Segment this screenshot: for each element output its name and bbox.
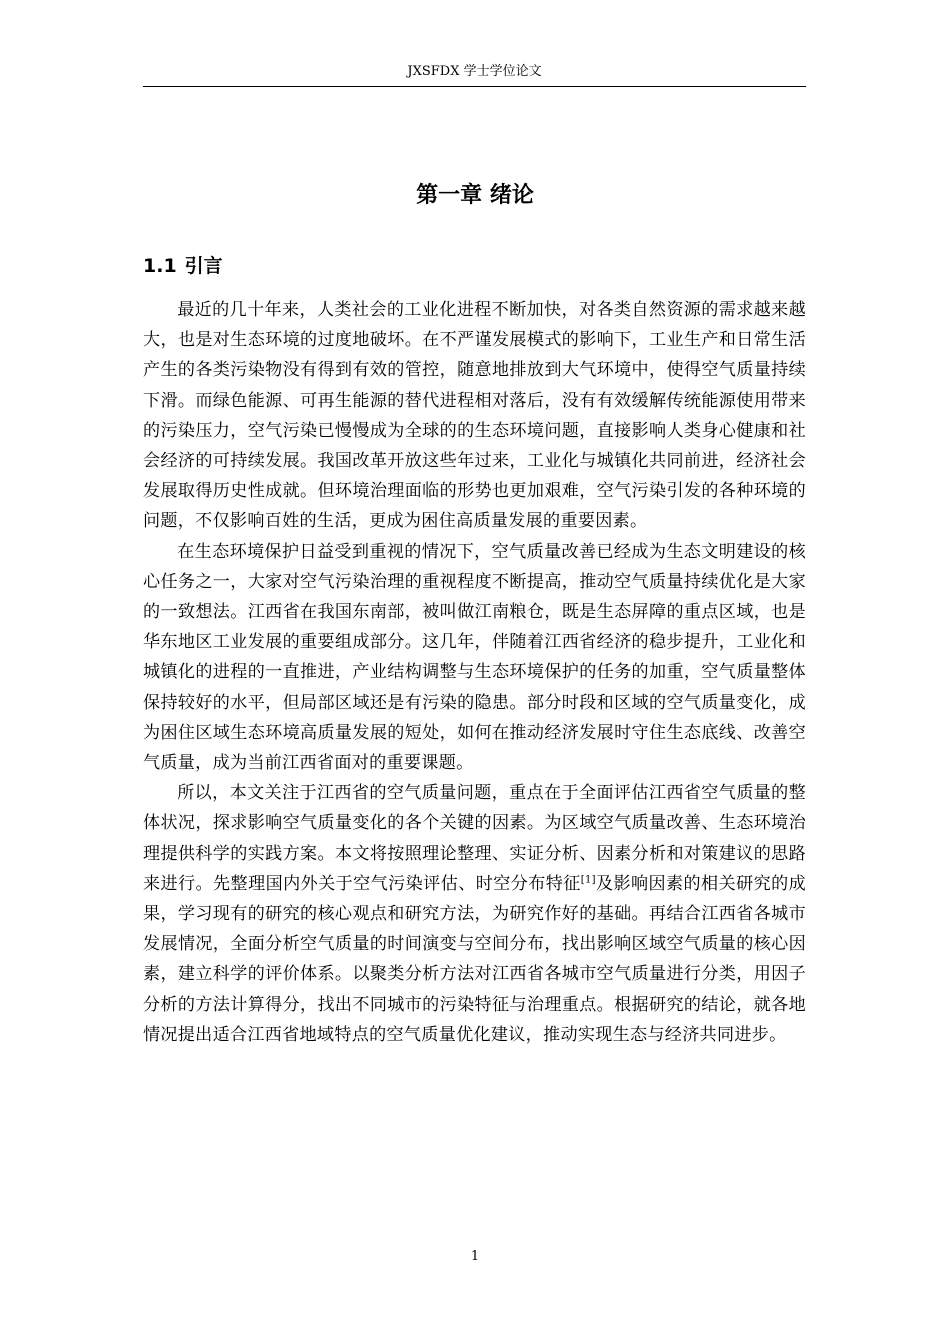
citation-1[interactable]: [1]	[580, 874, 596, 886]
paragraph-3	[143, 778, 806, 1050]
paragraph-2: 在生态环境保护日益受到重视的情况下，空气质量改善已经成为生态文明建设的核心任务之一，大家对空气污染治理的重视程度不断提高，推动空气质量持续优化是大家的一致想法。江西省在我国东南部，被叫做江南粮仓，既是生态屏障的重点区域，也是华东地区工业发展的重要组成部分。这几年，伴随着江西省经济的稳步提升，工业化和城镇化的进程的一直推进，产业结构调整与生态环境保护的任务的加重，空气质量整体保持较好的水平，但局部区域还是有污染的隐患。部分时段和区域的空气质量变化，成为困住区域生态环境高质量发展的短处，如何在推动经济发展时守住生态底线、改善空气质量，成为当前江西省面对的重要课题。	[143, 541, 806, 774]
chapter-title: 第一章 绪论	[416, 183, 534, 208]
section-title: 引言	[184, 255, 223, 277]
paragraph-1: 最近的几十年来，人类社会的工业化进程不断加快，对各类自然资源的需求越来越大，也是对生态环境的过度地破坏。在不严谨发展模式的影响下，工业生产和日常生活产生的各类污染物没有得到有效的管控，随意地排放到大气环境中，使得空气质量持续下滑。而绿色能源、可再生能源的替代进程相对落后，没有有效缓解传统能源使用带来的污染压力，空气污染已慢慢成为全球的的生态环境问题，直接影响人类身心健康和社会经济的可持续发展。我国改革开放这些年过来，工业化与城镇化共同前进，经济社会发展取得历史性成就。但环境治理面临的形势也更加艰难，空气污染引发的各种环境的问题，不仅影响百姓的生活，更成为困住高质量发展的重要因素。	[143, 300, 806, 532]
section-number: 1.1	[143, 255, 177, 277]
paragraph-3-part-1: 所以，本文关注于江西省的空气质量问题，重点在于全面评估江西省空气质量的整体状况，探求影响空气质量变化的各个关键的因素。为区域空气质量改善、生态环境治理提供科学的实践方案。本文将按照理论整理、实证分析、因素分析和对策建议的思路来进行。先整理国内外关于空气污染评估、时空分布特征	[143, 783, 806, 894]
header-rule	[143, 86, 806, 87]
paragraph-3-part-2: 及影响因素的相关研究的成果，学习现有的研究的核心观点和研究方法，为研究作好的基础。再结合江西省各城市发展情况，全面分析空气质量的时间演变与空间分布，找出影响区域空气质量的核心因素，建立科学的评价体系。以聚类分析方法对江西省各城市空气质量进行分类，用因子分析的方法计算得分，找出不同城市的污染特征与治理重点。根据研究的结论，就各地情况提出适合江西省地域特点的空气质量优化建议，推动实现生态与经济共同进步。	[143, 873, 806, 1045]
body-text	[143, 295, 806, 1050]
section-heading	[143, 252, 223, 280]
running-header: JXSFDX 学士学位论文	[407, 64, 542, 79]
page-number: 1	[470, 1249, 480, 1264]
